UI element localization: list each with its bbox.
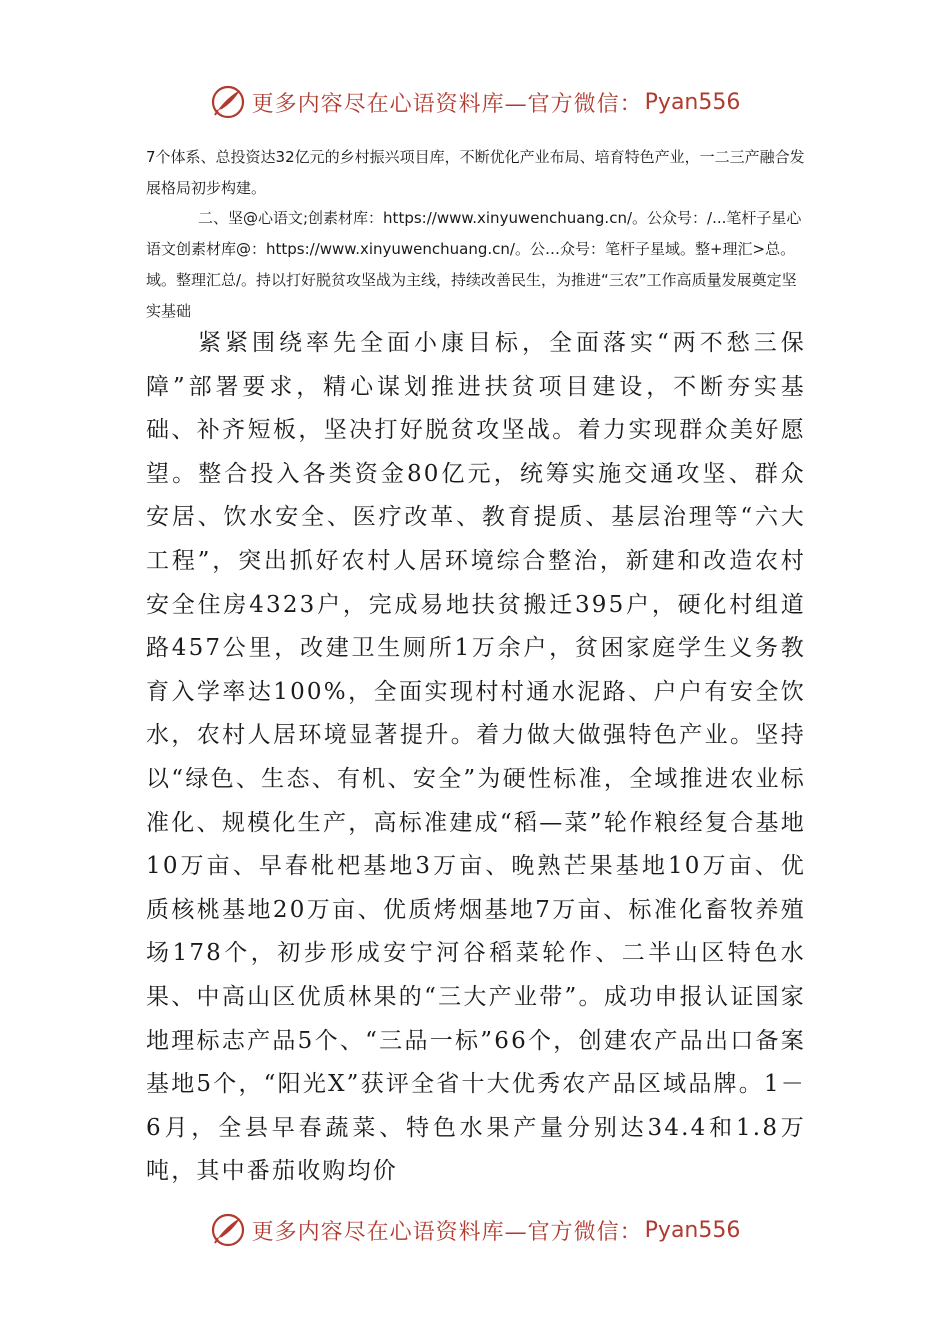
paragraph-3: 紧紧围绕率先全面小康目标，全面落实“两不愁三保障”部署要求，精心谋划推进扶贫项目建设，不断夯实基础、补齐短板，坚决打好脱贫攻坚战。着力实现群众美好愿望。整合投入各类资金80亿元，统筹实施交通攻坚、群众安居、饮水安全、医疗改革、教育提质、基层治理等“六大工程”，突出抓好农村人居环境综合整治，新建和改造农村安全住房4323户，完成易地扶贫搬迁395户，硬化村组道路457公里，改建卫生厕所1万余户，贫困家庭学生义务教育入学率达100%，全面实现村村通水泥路、户户有安全饮水，农村人居环境显著提升。着力做大做强特色产业。坚持以“绿色、生态、有机、安全”为硬性标准，全域推进农业标准化、规模化生产，高标准建成“稻—菜”轮作粮经复合基地10万亩、早春枇杷基地3万亩、晚熟芒果基地10万亩、优质核桃基地20万亩、优质烤烟基地7万亩、标准化畜牧养殖场178个，初步形成安宁河谷稻菜轮作、二半山区特色水果、中高山区优质林果的“三大产业带”。成功申报认证国家地理标志产品5个、“三品一标”66个，创建农产品出口备案基地5个，“阳光X”获评全省十大优秀农产品区域品牌。1－6月，全县早春蔬菜、特色水果产量分别达34.4和1.8万吨，其中番茄收购均价 bbox=[146, 330, 806, 1185]
quill-pen-circle-icon bbox=[210, 1212, 246, 1248]
banner-handle: Pyan556 bbox=[644, 1217, 741, 1243]
paragraph-2: 二、坚@心语文;创素材库：https://www.xinyuwenchuang.cn/。公众号：/...笔杆子星心语文创素材库@：https://www.xinyuwenchuang.cn/。公…众号：笔杆子星域。整+理汇>总。域。整理汇总/。持以打好脱贫攻坚战为主线，持续改善民生，为推进“三农”工作高质量发展奠定坚实基础 bbox=[146, 209, 802, 320]
quill-pen-circle-icon bbox=[210, 84, 246, 120]
banner-handle: Pyan556 bbox=[644, 89, 741, 115]
banner-text: 更多内容尽在心语资料库—官方微信： bbox=[251, 1219, 643, 1245]
header-banner bbox=[0, 82, 950, 122]
footer-banner bbox=[0, 1210, 950, 1250]
paragraph-1: 7个体系、总投资达32亿元的乡村振兴项目库，不断优化产业布局、培育特色产业，一二三产融合发展格局初步构建。 bbox=[146, 148, 805, 197]
banner-text: 更多内容尽在心语资料库—官方微信： bbox=[251, 91, 643, 117]
